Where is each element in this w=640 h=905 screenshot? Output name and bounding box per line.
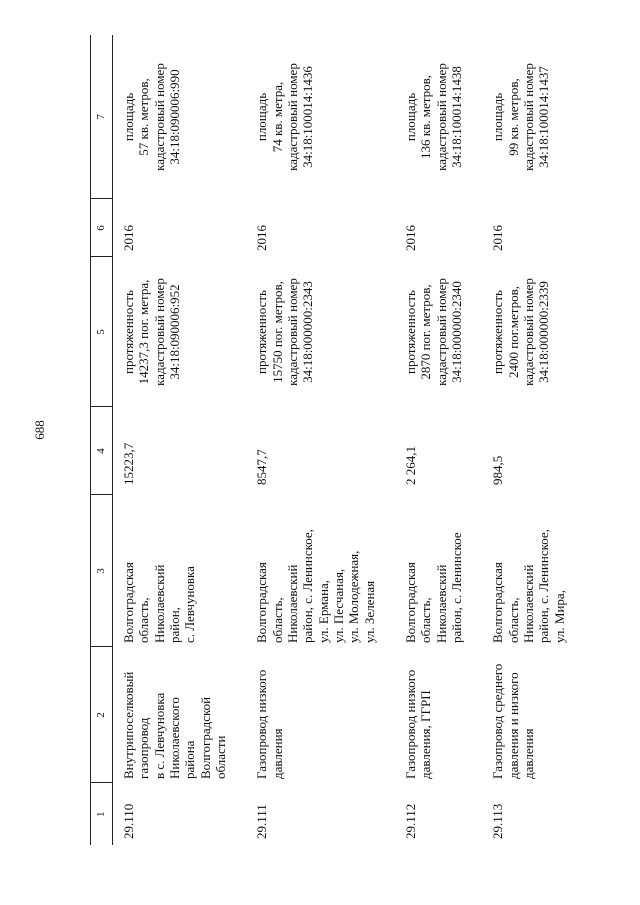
cell-line: область, — [505, 597, 521, 643]
cell-line: Николаевский — [433, 564, 449, 643]
col-header: 4 — [91, 407, 113, 495]
area-cell — [112, 35, 246, 199]
cell-line: кадастровый номер — [520, 278, 536, 386]
cost-cell: 15223,7 — [120, 442, 136, 485]
cell-line: с. Левчуновка — [182, 566, 198, 643]
cell-line: кадастровый номер — [284, 278, 300, 386]
cell-line: район, с. Ленинское — [448, 532, 464, 643]
cell-line: площадь — [402, 92, 418, 142]
cell-line: ул. Зеленая — [361, 580, 377, 643]
row-number-cell: 29.113 — [490, 803, 506, 839]
cell-line: кадастровый номер — [433, 63, 449, 171]
cell-line: протяженность — [490, 290, 506, 374]
cell-line: Волгоградская — [402, 562, 418, 643]
cell-line: 14237,3 пог. метра, — [136, 279, 152, 385]
cell-line: ул. Песчаная, — [330, 568, 346, 643]
col-header: 5 — [91, 257, 113, 407]
cell-line: 74 кв. метра, — [269, 81, 285, 153]
header-row — [91, 35, 113, 845]
cell-line: района — [182, 740, 198, 779]
property-table — [90, 35, 585, 845]
cell-line: 15750 пог. метров, — [269, 281, 285, 383]
cost-cell: 2 264,1 — [402, 446, 418, 485]
cost-cell: 8547,7 — [254, 449, 270, 485]
cell-line: 99 кв. метров, — [505, 78, 521, 156]
area-cell — [246, 35, 395, 199]
cell-line: кадастровый номер — [151, 278, 167, 386]
col-header: 6 — [91, 199, 113, 257]
cell-line: область, — [136, 597, 152, 643]
col-header: 3 — [91, 495, 113, 647]
table-row — [246, 35, 395, 845]
col-header: 1 — [91, 783, 113, 845]
cell-line: 34:18:100014:1437 — [536, 66, 552, 168]
cell-line: область, — [418, 597, 434, 643]
cell-line: протяженность — [120, 290, 136, 374]
cell-line: области — [212, 735, 228, 779]
cell-line: 57 кв. метров, — [136, 78, 152, 156]
cell-line: 2870 пог. метров, — [418, 284, 434, 380]
length-cell — [112, 257, 246, 407]
cell-line: 34:18:090006:990 — [166, 69, 182, 165]
cell-line: Волгоградская — [254, 562, 270, 643]
year-cell: 2016 — [120, 225, 136, 251]
cell-line: давления, ГГРП — [418, 690, 434, 779]
col-header: 7 — [91, 35, 113, 199]
cell-line: ул. Ермана, — [315, 579, 331, 643]
row-number-cell: 29.111 — [254, 804, 270, 839]
row-number-cell: 29.112 — [402, 803, 418, 839]
address-cell — [482, 495, 585, 647]
cell-line: 34:18:100014:1436 — [300, 66, 316, 168]
cell-line: ул. Молодежная, — [346, 550, 362, 643]
cell-line: кадастровый номер — [433, 278, 449, 386]
cell-line: площадь — [120, 92, 136, 142]
col-header: 2 — [91, 647, 113, 783]
cell-line: Волгоградская — [120, 562, 136, 643]
table-row — [112, 35, 246, 845]
cell-line: протяженность — [402, 290, 418, 374]
area-cell — [395, 35, 482, 199]
cell-line: кадастровый номер — [284, 63, 300, 171]
cell-line: площадь — [490, 92, 506, 142]
cell-line: область, — [269, 597, 285, 643]
cost-cell: 984,5 — [490, 455, 506, 485]
cell-line: кадастровый номер — [151, 63, 167, 171]
cell-line: 34:18:000000:2343 — [300, 281, 316, 383]
cell-line: Николаевский — [284, 564, 300, 643]
cell-line: 34:18:000000:2339 — [536, 281, 552, 383]
object-name-cell — [482, 647, 585, 783]
page-number: 688 — [32, 420, 47, 440]
length-cell — [395, 257, 482, 407]
area-cell — [482, 35, 585, 199]
cell-line: давления — [269, 728, 285, 779]
cell-line: Николаевского — [166, 697, 182, 779]
address-cell — [395, 495, 482, 647]
length-cell — [246, 257, 395, 407]
object-name-cell — [246, 647, 395, 783]
row-number-cell: 29.110 — [120, 803, 136, 839]
cell-line: кадастровый номер — [520, 63, 536, 171]
cell-line: Газопровод низкого — [254, 669, 270, 779]
cell-line: 2400 пог.метров, — [505, 285, 521, 379]
cell-line: Волгоградской — [197, 696, 213, 779]
cell-line: район, — [166, 607, 182, 643]
year-cell: 2016 — [254, 225, 270, 251]
cell-line: ул. Мира, — [551, 590, 567, 643]
cell-line: давления — [520, 728, 536, 779]
cell-line: район, с. Ленинское, — [536, 529, 552, 643]
cell-line: в с. Левчуновка — [151, 692, 167, 779]
cell-line: Николаевский — [520, 564, 536, 643]
cell-line: 34:18:000000:2340 — [448, 281, 464, 383]
year-cell: 2016 — [402, 225, 418, 251]
cell-line: Газопровод низкого — [402, 669, 418, 779]
year-cell: 2016 — [490, 225, 506, 251]
address-cell — [112, 495, 246, 647]
object-name-cell — [112, 647, 246, 783]
rotated-table-container — [90, 35, 590, 845]
cell-line: Николаевский — [151, 564, 167, 643]
length-cell — [482, 257, 585, 407]
address-cell — [246, 495, 395, 647]
object-name-cell — [395, 647, 482, 783]
cell-line: протяженность — [254, 290, 270, 374]
cell-line: Волгоградская — [490, 562, 506, 643]
table-row — [482, 35, 585, 845]
cell-line: площадь — [254, 92, 270, 142]
cell-line: 34:18:090006:952 — [166, 284, 182, 380]
cell-line: 136 кв. метров, — [418, 75, 434, 159]
cell-line: Газопровод среднего — [490, 663, 506, 779]
table-row — [395, 35, 482, 845]
cell-line: Внутрипоселковый — [120, 671, 136, 779]
cell-line: район, с. Ленинское, — [300, 529, 316, 643]
cell-line: давления и низкого — [505, 672, 521, 779]
cell-line: 34:18:100014:1438 — [448, 66, 464, 168]
cell-line: газопровод — [136, 717, 152, 779]
